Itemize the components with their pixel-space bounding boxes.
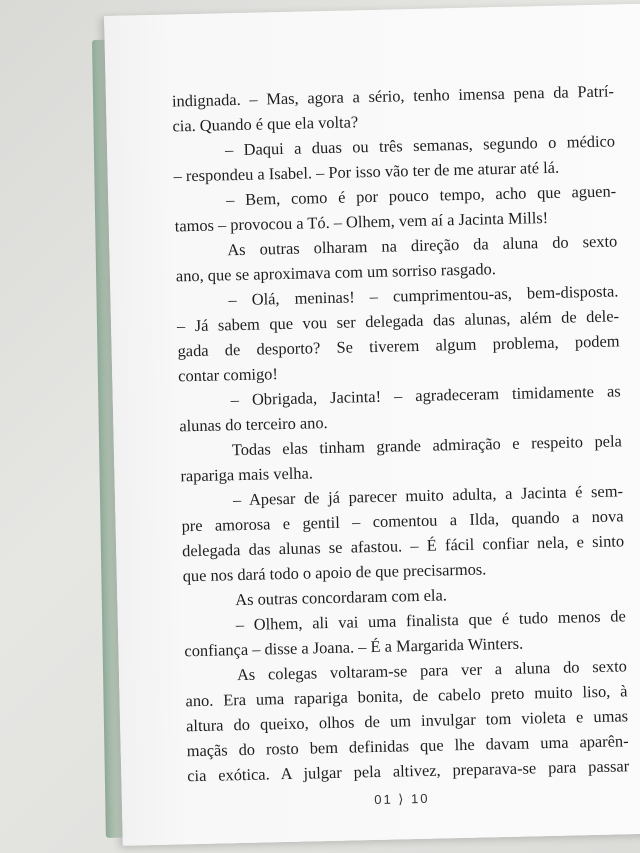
text-line: As outras olharam na direção da aluna do sexto [227,231,618,260]
text-line: altura do queixo, olhos de um invulgar tom violeta e umas [185,706,629,736]
text-line: As outras concordaram com ela. [235,585,448,610]
text-line: As colegas voltaram-se para ver a aluna do sexto [236,656,628,685]
text-line: cia. Quando é que ela volta? [172,112,359,136]
text-line: gada de desporto? Se tiverem algum problema, podem [177,331,620,361]
text-line: rapariga mais velha. [180,463,314,486]
text-line: confiança – disse a Joana. – É a Margarida Winters. [184,633,524,661]
book-page [104,3,640,845]
text-line: Todas elas tinham grande admiração e respeito pela [231,431,622,460]
text-line: que nos dará todo o apoio de que precisarmos. [182,559,487,586]
text-line: ano. Era uma rapariga bonita, de cabelo preto muito liso, à [185,681,628,711]
text-line: contar comigo! [177,364,279,386]
text-line: delegada das alunas se afastou. – É fácil confiar nela, e sinto [181,531,625,561]
text-line: cia exótica. A julgar pela altivez, preparava-se para passar [187,756,630,786]
text-line: indignada. – Mas, agora a sério, tenho imensa pena da Patrí- [171,81,615,111]
text-line: – respondeu a Isabel. – Por isso vão ter de me aturar até lá. [173,157,560,186]
text-line: – Já sabem que vou ser delegada das alunas, além de dele- [176,306,620,336]
text-line: – Bem, como é por pouco tempo, acho que aguen- [225,181,617,210]
body-text [172,78,630,788]
text-line: – Daqui a duas ou três semanas, segundo o médico [224,131,616,160]
text-line: tamos – provocou a Tó. – Olhem, vem aí a Jacinta Mills! [174,207,549,236]
text-line: – Apesar de já parecer muito adulta, a Jacinta é sem- [232,481,624,510]
text-line: maçãs do rosto bem definidas que lhe davam uma aparên- [186,731,629,761]
text-line: ano, que se aproximava com um sorriso rasgado. [175,259,497,286]
text-line: – Olhem, ali vai uma finalista que é tudo menos de [235,606,626,635]
text-line: pre amorosa e gentil – comentou a Ilda, quando a nova [181,506,624,536]
text-line: – Obrigada, Jacinta! – agradeceram timidamente as [230,381,621,410]
text-line: alunas do terceiro ano. [179,413,328,436]
text-line: – Olá, meninas! – cumprimentou-as, bem-disposta. [228,281,619,310]
page-number: 01 ⟩ 10 [374,790,430,808]
